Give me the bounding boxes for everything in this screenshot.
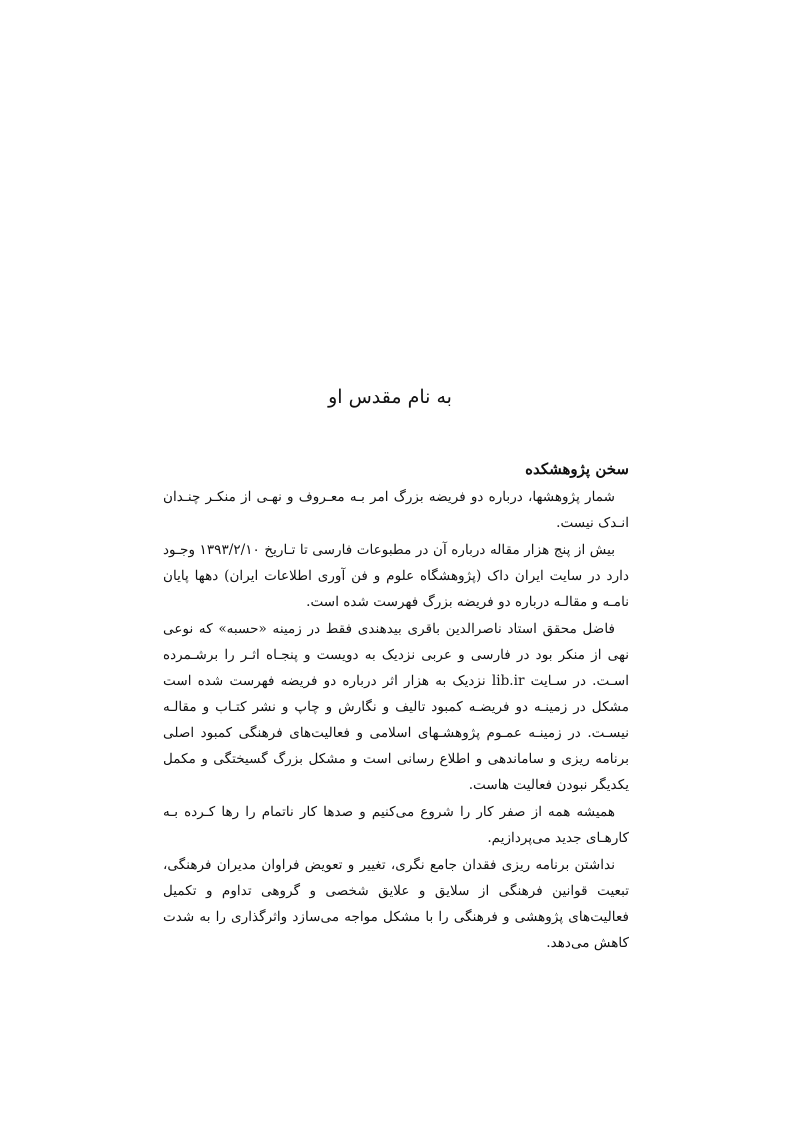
section-heading: سخن پژوهشکده — [525, 460, 629, 478]
section-body — [163, 456, 629, 957]
invocation-title: به نام مقدس او — [328, 386, 452, 408]
paragraph-2: بیش از پنج هزار مقاله درباره آن در مطبوعات فارسی تا تـاریخ ۱۳۹۳/۲/۱۰ وجـود دارد در سایت ایران داک (پژوهشگاه علوم و فن آوری اطلاعات ایران) دهها پایان نامـه و مقالـه درباره دو فریضه بزرگ فهرست شده است. — [163, 542, 629, 610]
paragraph-1: شمار پژوهشها، درباره دو فریضه بزرگ امر بـه معـروف و نهـی از منکـر چنـدان انـدک نیست. — [163, 489, 629, 531]
paragraph-5: نداشتن برنامه ریزی فقدان جامع نگری، تغییر و تعویض فراوان مدیران فرهنگی، تبعیت قوانین فرهنگی از سلایق و علایق شخصی و گروهی تداوم و تکمیل فعالیت‌های پژوهشی و فرهنگی را با مشکل مواجه می‌سازد واثرگذاری را به شدت کاهش می‌دهد. — [163, 857, 629, 951]
paragraph-3: فاضل محقق استاد ناصرالدین باقری بیدهندی فقط در زمینه «حسبه» که نوعی نهی از منکر بود در فارسی و عربی نزدیک به دویست و پنجـاه اثـر را برشـمرده اسـت. در سـایت lib.ir نزدیک به هزار اثر درباره دو فریضه فهرست شده است مشکل در زمینـه دو فریضـه کمبود تالیف و نگارش و چاپ و نشر کتـاب و مقالـه نیسـت. در زمینـه عمـوم پژوهشـهای اسلامی و فعالیت‌های فرهنگی کمبود اصلی برنامه ریزی و ساماندهی و اطلاع رسانی است و مشکل بزرگ گسیختگی و مکمل یکدیگر نبودن فعالیت هاست. — [163, 621, 630, 793]
paragraph-4: همیشه همه از صفر کار را شروع می‌کنیم و صدها کار ناتمام را رها کـرده بـه کارهـای جدید می‌پردازیم. — [163, 804, 629, 846]
